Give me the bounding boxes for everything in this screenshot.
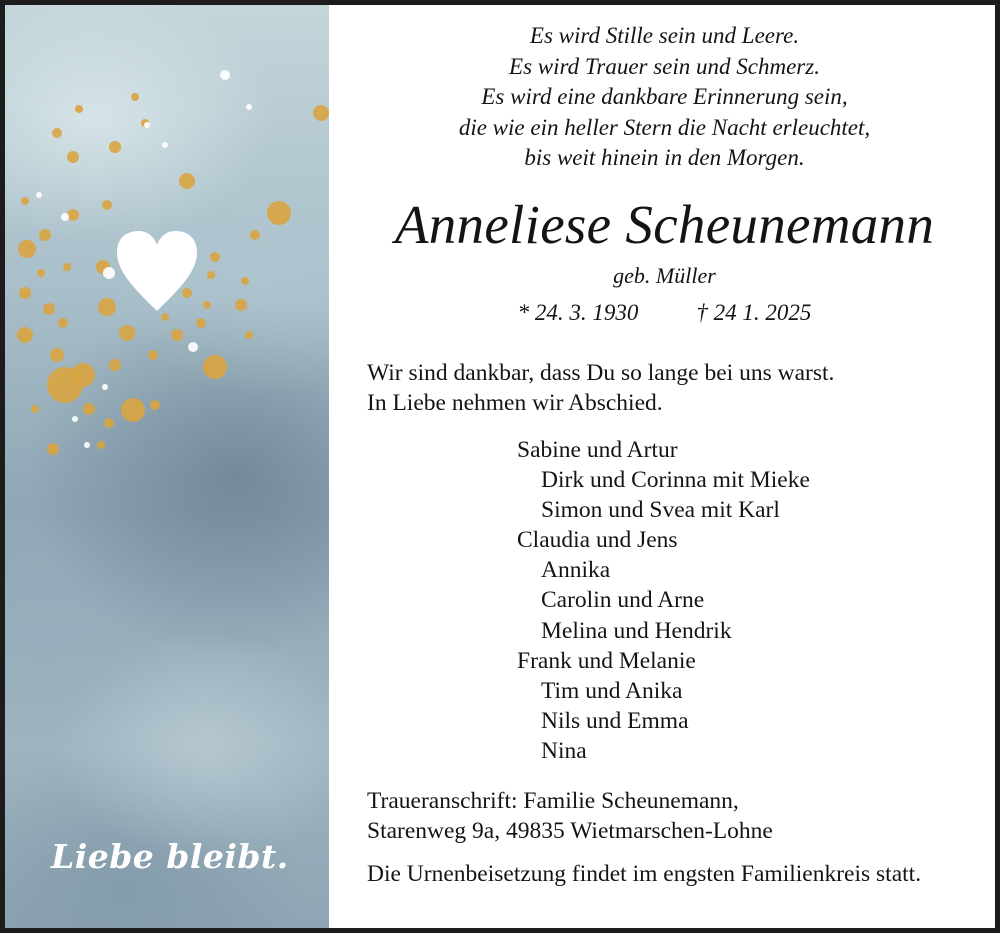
farewell-line: In Liebe nehmen wir Abschied. (367, 390, 663, 416)
mourning-address-line-2: Starenweg 9a, 49835 Wietmarschen-Lohne (367, 818, 773, 844)
watercolor-side-panel (5, 5, 329, 928)
life-dates (329, 298, 1000, 328)
poem (329, 21, 1000, 174)
gold-splatter-decoration (5, 5, 329, 928)
slogan: Liebe bleibt. (51, 837, 289, 876)
heart-icon (117, 231, 197, 311)
family-member: Dirk und Corinna mit Mieke (541, 467, 810, 494)
thanks-line: Wir sind dankbar, dass Du so lange bei uns warst. (367, 360, 835, 386)
family-member: Tim und Anika (541, 677, 683, 704)
obituary-text (329, 5, 1000, 928)
poem-line: Es wird eine dankbare Erinnerung sein, (481, 84, 848, 109)
family-member: Frank und Melanie (517, 647, 696, 674)
poem-line: Es wird Stille sein und Leere. (529, 23, 800, 48)
poem-line: bis weit hinein in den Morgen. (524, 145, 805, 170)
family-member: Simon und Svea mit Karl (541, 497, 780, 524)
death-date: † 24 1. 2025 (696, 300, 812, 325)
family-member: Claudia und Jens (517, 527, 678, 554)
family-member: Nils und Emma (541, 707, 689, 734)
family-member: Melina und Hendrik (541, 617, 732, 644)
family-member: Annika (541, 557, 611, 584)
family-list (517, 435, 810, 766)
maiden-name: geb. Müller (613, 263, 716, 288)
family-member: Nina (541, 737, 587, 764)
deceased-name: Anneliese Scheunemann (394, 194, 935, 255)
mourning-address-line-1: Traueranschrift: Familie Scheunemann, (367, 788, 739, 814)
family-member: Sabine und Artur (517, 437, 678, 463)
urn-burial-notice: Die Urnenbeisetzung findet im engsten Familienkreis statt. (367, 861, 922, 887)
birth-date: * 24. 3. 1930 (517, 300, 639, 325)
poem-line: die wie ein heller Stern die Nacht erleuchtet, (458, 114, 871, 140)
family-member: Carolin und Arne (541, 587, 705, 614)
poem-line: Es wird Trauer sein und Schmerz. (509, 53, 820, 79)
